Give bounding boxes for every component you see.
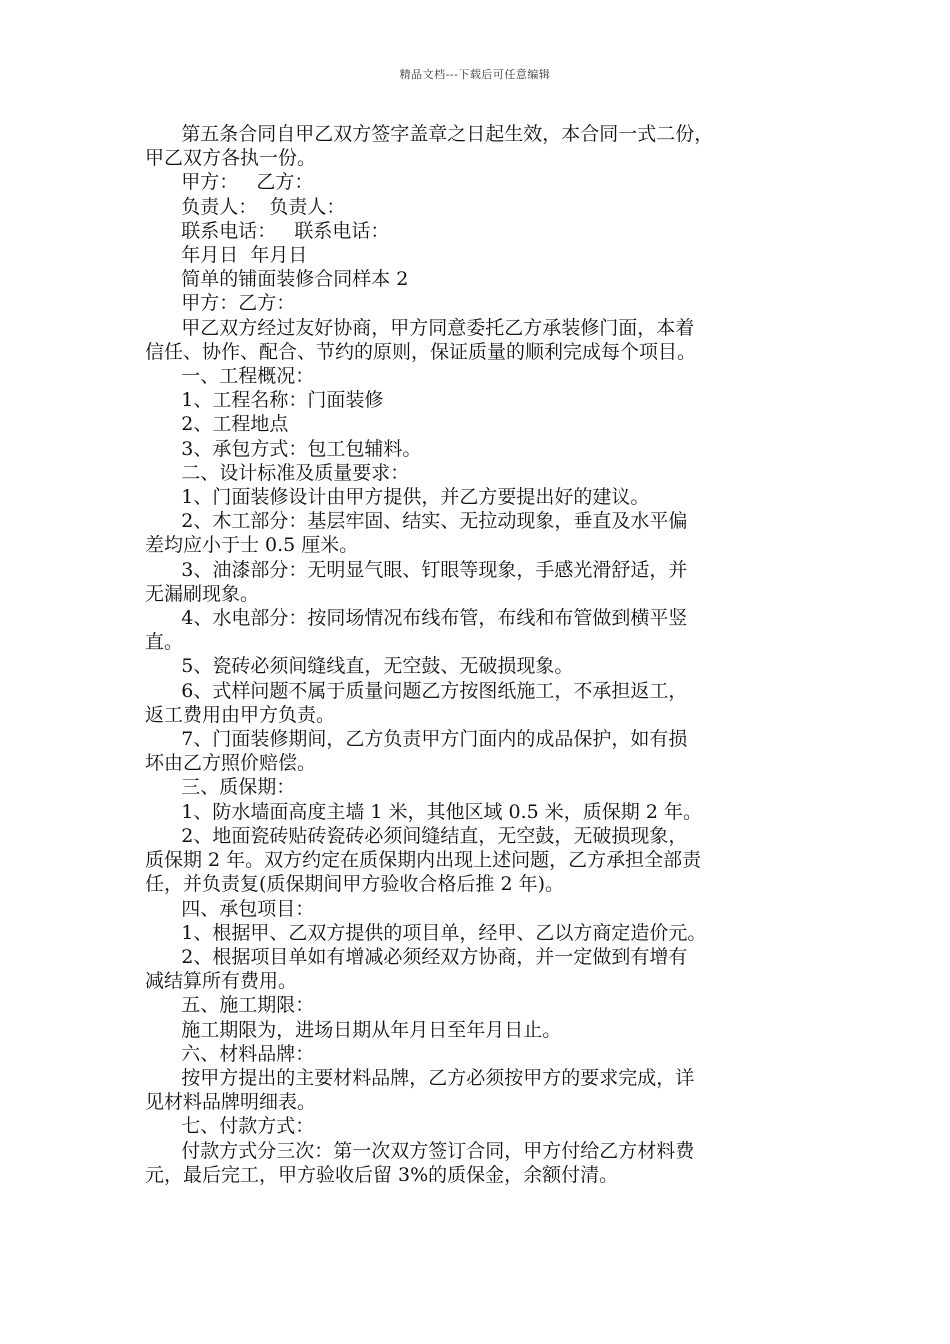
text-line: 付款方式分三次：第一次双方签订合同，甲方付给乙方材料费 — [145, 1139, 695, 1162]
text-line: 3、油漆部分：无明显气眼、钉眼等现象，手感光滑舒适，并 — [145, 558, 688, 581]
text-line: 见材料品牌明细表。 — [145, 1091, 317, 1114]
text-line: 负责人： 负责人： — [145, 195, 346, 218]
text-line: 7、门面装修期间，乙方负责甲方门面内的成品保护，如有损 — [145, 728, 688, 751]
text-line: 差均应小于士 0.5 厘米。 — [145, 534, 359, 557]
text-line: 四、承包项目： — [145, 897, 315, 920]
text-line: 无漏刷现象。 — [145, 582, 260, 605]
text-line: 3、承包方式：包工包辅料。 — [145, 437, 422, 460]
text-line: 2、根据项目单如有增减必须经双方协商，并一定做到有增有 — [145, 945, 688, 968]
text-line: 质保期 2 年。双方约定在质保期内出现上述问题，乙方承担全部责 — [145, 849, 702, 872]
text-line: 甲乙双方各执一份。 — [145, 147, 317, 170]
text-line: 5、瓷砖必须间缝线直，无空鼓、无破损现象。 — [145, 655, 574, 678]
text-line: 元，最后完工，甲方验收后留 3%的质保金，余额付清。 — [145, 1163, 619, 1186]
text-line: 施工期限为，进场日期从年月日至年月日止。 — [145, 1018, 562, 1041]
text-line: 直。 — [145, 631, 184, 654]
text-line: 年月日 年月日 — [145, 244, 308, 267]
text-line: 减结算所有费用。 — [145, 970, 298, 993]
text-line: 二、设计标准及质量要求： — [145, 461, 410, 484]
text-line: 任，并负责复(质保期间甲方验收合格后推 2 年)。 — [145, 873, 564, 896]
text-line: 甲方： 乙方： — [145, 171, 314, 194]
text-line: 七、付款方式： — [145, 1115, 315, 1138]
text-line: 1、防水墙面高度主墙 1 米，其他区域 0.5 米，质保期 2 年。 — [145, 800, 702, 823]
text-line: 2、木工部分：基层牢固、结实、无拉动现象，垂直及水平偏 — [145, 510, 688, 533]
text-line: 坏由乙方照价赔偿。 — [145, 752, 317, 775]
text-line: 按甲方提出的主要材料品牌，乙方必须按甲方的要求完成，详 — [145, 1066, 695, 1089]
text-line: 2、地面瓷砖贴砖瓷砖必须间缝结直，无空鼓，无破损现象， — [145, 824, 688, 847]
document-body — [145, 122, 805, 1187]
text-line: 甲方：乙方： — [145, 292, 296, 315]
text-line: 一、工程概况： — [145, 365, 315, 388]
text-line: 三、质保期： — [145, 776, 296, 799]
text-line: 简单的铺面装修合同样本 2 — [145, 268, 409, 291]
text-line: 信任、协作、配合、节约的原则，保证质量的顺利完成每个项目。 — [145, 340, 697, 363]
text-line: 1、门面装修设计由甲方提供，并乙方要提出好的建议。 — [145, 486, 650, 509]
text-line: 联系电话： 联系电话： — [145, 219, 390, 242]
text-line: 甲乙双方经过友好协商，甲方同意委托乙方承装修门面，本着 — [145, 316, 695, 339]
text-line: 1、根据甲、乙双方提供的项目单，经甲、乙以方商定造价元。 — [145, 921, 707, 944]
text-line: 1、工程名称：门面装修 — [145, 389, 384, 412]
text-line: 第五条合同自甲乙双方签字盖章之日起生效，本合同一式二份， — [145, 123, 714, 145]
text-line: 6、式样问题不属于质量问题乙方按图纸施工，不承担返工， — [145, 679, 688, 702]
text-line: 2、工程地点 — [145, 413, 289, 436]
page-header: 精品文档---下载后可任意编辑 — [399, 68, 551, 81]
text-line: 六、材料品牌： — [145, 1042, 315, 1065]
text-line: 4、水电部分：按同场情况布线布管，布线和布管做到横平竖 — [145, 607, 688, 630]
text-line: 返工费用由甲方负责。 — [145, 703, 336, 726]
text-line: 五、施工期限： — [145, 994, 315, 1017]
